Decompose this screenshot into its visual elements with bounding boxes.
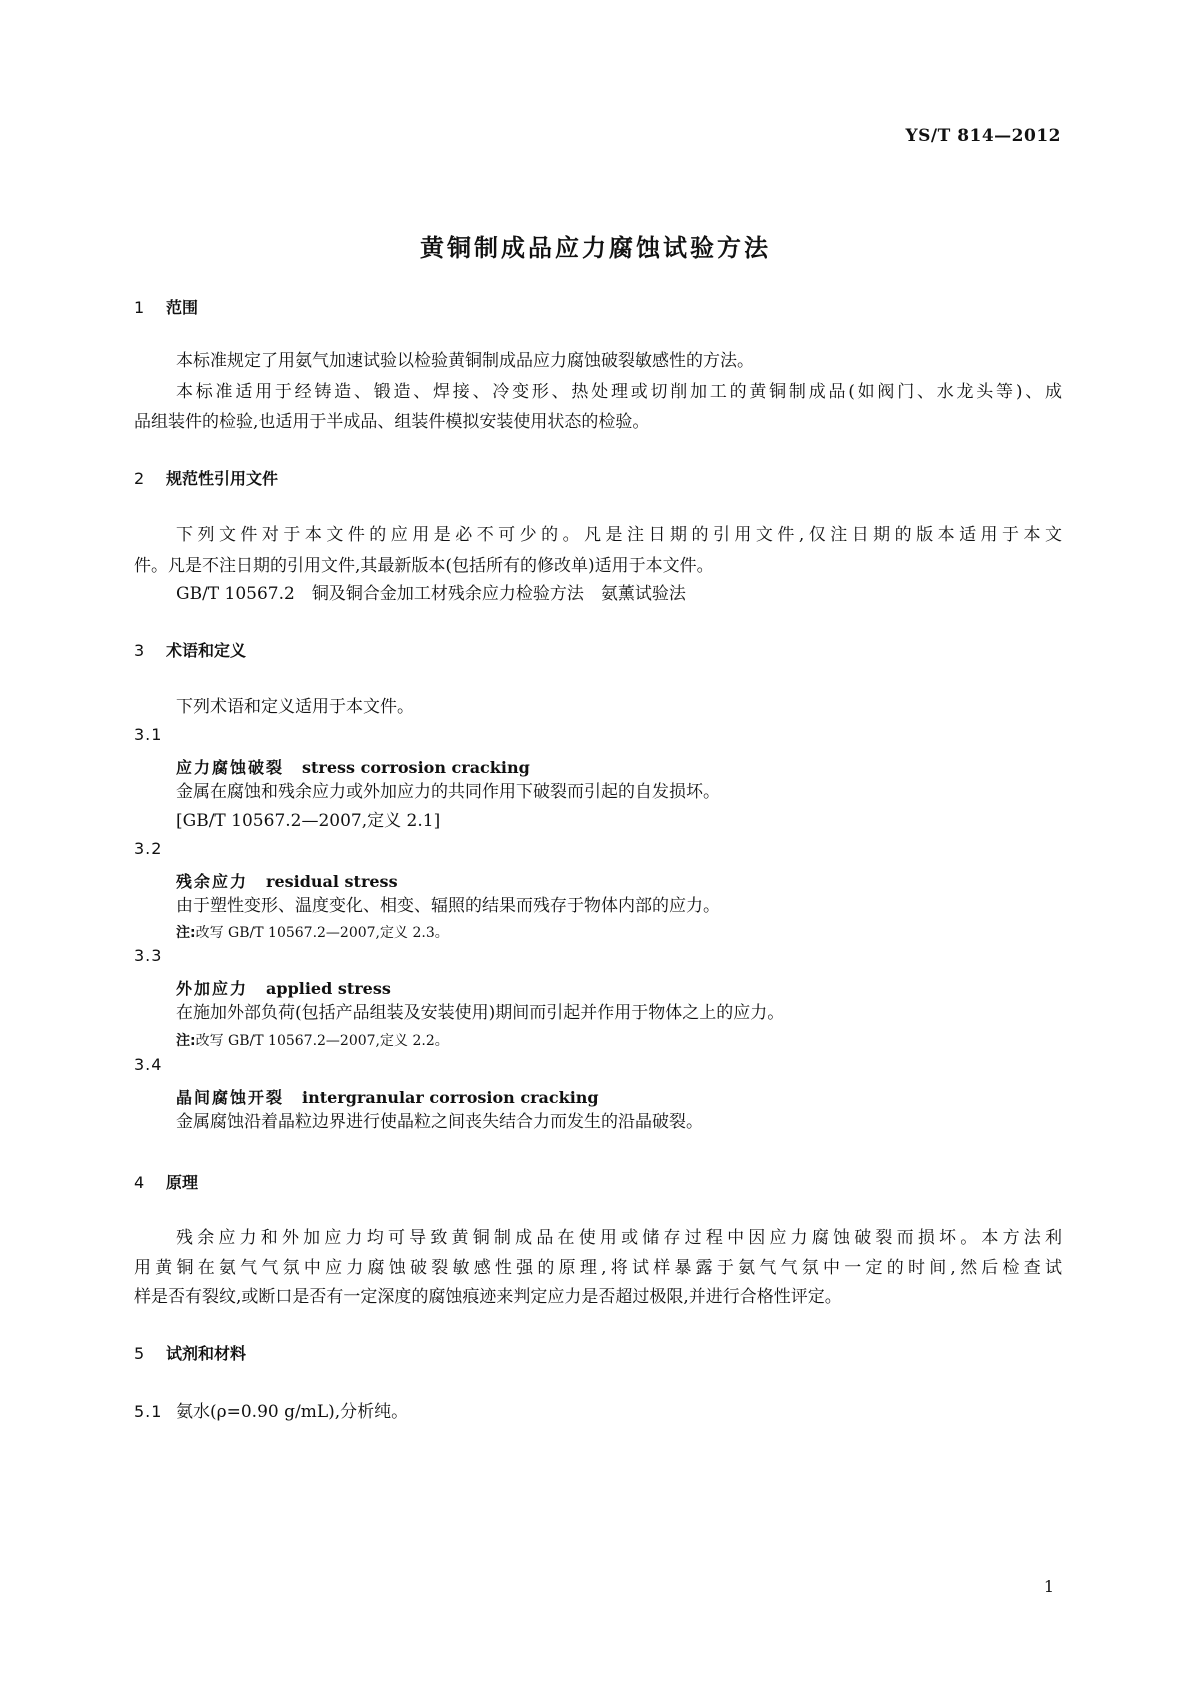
term-definition: 金属腐蚀沿着晶粒边界进行使晶粒之间丧失结合力而发生的沿晶破裂。	[176, 1112, 703, 1132]
clause-number: 3.4	[134, 1055, 163, 1074]
section-title: 试剂和材料	[166, 1344, 247, 1363]
paragraph-line: 残余应力和外加应力均可导致黄铜制成品在使用或储存过程中因应力腐蚀破裂而损坏。本方法利	[176, 1228, 1062, 1248]
term-chinese: 外加应力	[176, 979, 249, 998]
normative-reference: GB/T 10567.2 铜及铜合金加工材残余应力检验方法 氨薰试验法	[176, 584, 686, 604]
standard-number: YS/T 814—2012	[905, 126, 1061, 146]
section-title: 范围	[166, 298, 199, 317]
section-number: 4	[134, 1173, 145, 1192]
term-chinese: 残余应力	[176, 872, 249, 891]
paragraph-line: 用黄铜在氨气气氛中应力腐蚀破裂敏感性强的原理,将试样暴露于氨气气氛中一定的时间,然后检查试	[134, 1258, 1062, 1278]
paragraph-line: 件。凡是不注日期的引用文件,其最新版本(包括所有的修改单)适用于本文件。	[134, 556, 714, 576]
paragraph-line: 品组装件的检验,也适用于半成品、组装件模拟安装使用状态的检验。	[134, 412, 650, 432]
term-english: stress corrosion cracking	[302, 758, 530, 777]
term-chinese: 应力腐蚀破裂	[176, 758, 285, 777]
term-chinese: 晶间腐蚀开裂	[176, 1088, 285, 1107]
section-number: 3	[134, 641, 145, 660]
term-source: [GB/T 10567.2—2007,定义 2.1]	[176, 811, 441, 831]
note-label: 注:	[176, 1033, 196, 1049]
note-text: 改写 GB/T 10567.2—2007,定义 2.2。	[195, 1033, 449, 1049]
section-1-heading	[134, 295, 198, 318]
paragraph: 本标准规定了用氨气加速试验以检验黄铜制成品应力腐蚀破裂敏感性的方法。	[176, 351, 754, 371]
section-4-heading	[134, 1170, 198, 1193]
term-definition: 金属在腐蚀和残余应力或外加应力的共同作用下破裂而引起的自发损坏。	[176, 782, 720, 802]
section-3-heading	[134, 638, 246, 661]
term-note	[176, 922, 449, 942]
clause-number: 5.1	[134, 1402, 163, 1421]
section-5-heading	[134, 1341, 246, 1364]
term-english: applied stress	[266, 979, 391, 998]
reagent-item: 氨水(ρ=0.90 g/mL),分析纯。	[176, 1402, 409, 1422]
paragraph: 下列术语和定义适用于本文件。	[176, 697, 414, 717]
section-title: 原理	[166, 1173, 199, 1192]
paragraph-line: 本标准适用于经铸造、锻造、焊接、冷变形、热处理或切削加工的黄铜制成品(如阀门、水龙头等)、成	[176, 382, 1062, 402]
section-number: 1	[134, 298, 145, 317]
clause-number: 3.1	[134, 725, 163, 744]
clause-number: 3.2	[134, 839, 163, 858]
section-number: 5	[134, 1344, 145, 1363]
section-number: 2	[134, 469, 145, 488]
section-title: 规范性引用文件	[166, 469, 279, 488]
note-text: 改写 GB/T 10567.2—2007,定义 2.3。	[195, 925, 449, 941]
page-number: 1	[1043, 1577, 1054, 1596]
paragraph-line: 样是否有裂纹,或断口是否有一定深度的腐蚀痕迹来判定应力是否超过极限,并进行合格性评定。	[134, 1287, 842, 1307]
clause-number: 3.3	[134, 946, 163, 965]
term-english: intergranular corrosion cracking	[302, 1088, 599, 1107]
document-title: 黄铜制成品应力腐蚀试验方法	[420, 234, 771, 262]
section-title: 术语和定义	[166, 641, 247, 660]
term-definition: 由于塑性变形、温度变化、相变、辐照的结果而残存于物体内部的应力。	[176, 896, 720, 916]
term-definition: 在施加外部负荷(包括产品组装及安装使用)期间而引起并作用于物体之上的应力。	[176, 1003, 785, 1023]
note-label: 注:	[176, 925, 196, 941]
term-note	[176, 1030, 449, 1050]
paragraph-line: 下列文件对于本文件的应用是必不可少的。凡是注日期的引用文件,仅注日期的版本适用于本文	[176, 525, 1062, 545]
term-english: residual stress	[266, 872, 398, 891]
section-2-heading	[134, 466, 278, 489]
